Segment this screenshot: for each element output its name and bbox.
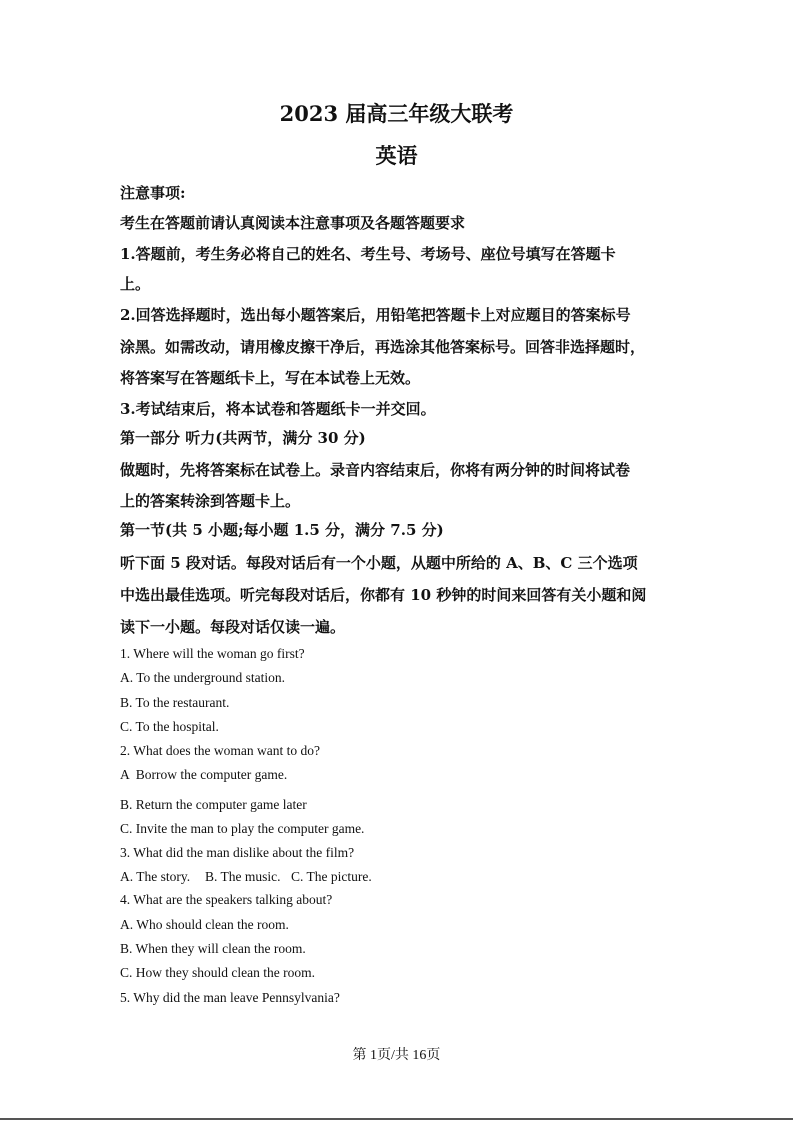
section1-instruction-line-3: 读下一小题。每段对话仅读一遍。 <box>120 618 346 636</box>
section1-heading: 第一节(共 5 小题;每小题 1.5 分，满分 7.5 分) <box>120 521 444 539</box>
subject-title: 英语 <box>375 143 418 168</box>
notice-item-2-line-1: 2.回答选择题时，选出每小题答案后，用铅笔把答题卡上对应题目的答案标号 <box>120 306 631 324</box>
q3-options <box>120 868 372 886</box>
q4-option-b: B. When they will clean the room. <box>120 941 306 956</box>
notice-item-1-line-1: 1.答题前，考生务必将自己的姓名、考生号、考场号、座位号填写在答题卡 <box>120 245 616 263</box>
q2-option-c: C. Invite the man to play the computer game. <box>120 821 365 836</box>
q4-stem: 4. What are the speakers talking about? <box>120 892 333 907</box>
q3-option-b: B. The music. <box>205 869 281 884</box>
q5-stem: 5. Why did the man leave Pennsylvania? <box>120 990 340 1005</box>
q3-option-a: A. The story. <box>120 869 191 884</box>
q2-option-a: A Borrow the computer game. <box>120 767 288 782</box>
notice-item-1-line-2: 上。 <box>120 275 151 293</box>
part1-instruction-line-2: 上的答案转涂到答题卡上。 <box>120 492 301 510</box>
notice-intro: 考生在答题前请认真阅读本注意事项及各题答题要求 <box>120 214 466 232</box>
notice-item-3: 3.考试结束后，将本试卷和答题纸卡一并交回。 <box>120 400 436 418</box>
section1-instruction-line-2: 中选出最佳选项。听完每段对话后，你都有 10 秒钟的时间来回答有关小题和阅 <box>120 586 647 604</box>
q4-option-a: A. Who should clean the room. <box>120 917 289 932</box>
q1-option-a: A. To the underground station. <box>120 670 286 685</box>
part1-instruction-line-1: 做题时，先将答案标在试卷上。录音内容结束后，你将有两分钟的时间将试卷 <box>120 461 631 479</box>
q4-option-c: C. How they should clean the room. <box>120 965 315 980</box>
notice-item-2-line-2: 涂黑。如需改动，请用橡皮擦干净后，再选涂其他答案标号。回答非选择题时， <box>120 338 646 356</box>
q1-option-b: B. To the restaurant. <box>120 695 230 710</box>
q2-stem: 2. What does the woman want to do? <box>120 743 320 758</box>
exam-title: 2023 届高三年级大联考 <box>279 101 514 126</box>
q3-option-c: C. The picture. <box>291 869 372 884</box>
notice-item-2-line-3: 将答案写在答题纸卡上，写在本试卷上无效。 <box>120 369 421 387</box>
q2-option-b: B. Return the computer game later <box>120 797 307 812</box>
q3-stem: 3. What did the man dislike about the film? <box>120 845 355 860</box>
notice-heading: 注意事项: <box>120 184 186 202</box>
q1-stem: 1. Where will the woman go first? <box>120 646 305 661</box>
bottom-divider <box>0 1118 793 1120</box>
part1-heading: 第一部分 听力(共两节，满分 30 分) <box>120 429 366 447</box>
q1-option-c: C. To the hospital. <box>120 719 219 734</box>
section1-instruction-line-1: 听下面 5 段对话。每段对话后有一个小题，从题中所给的 A、B、C 三个选项 <box>120 554 638 572</box>
page-number: 第 1页/共 16页 <box>352 1048 441 1063</box>
